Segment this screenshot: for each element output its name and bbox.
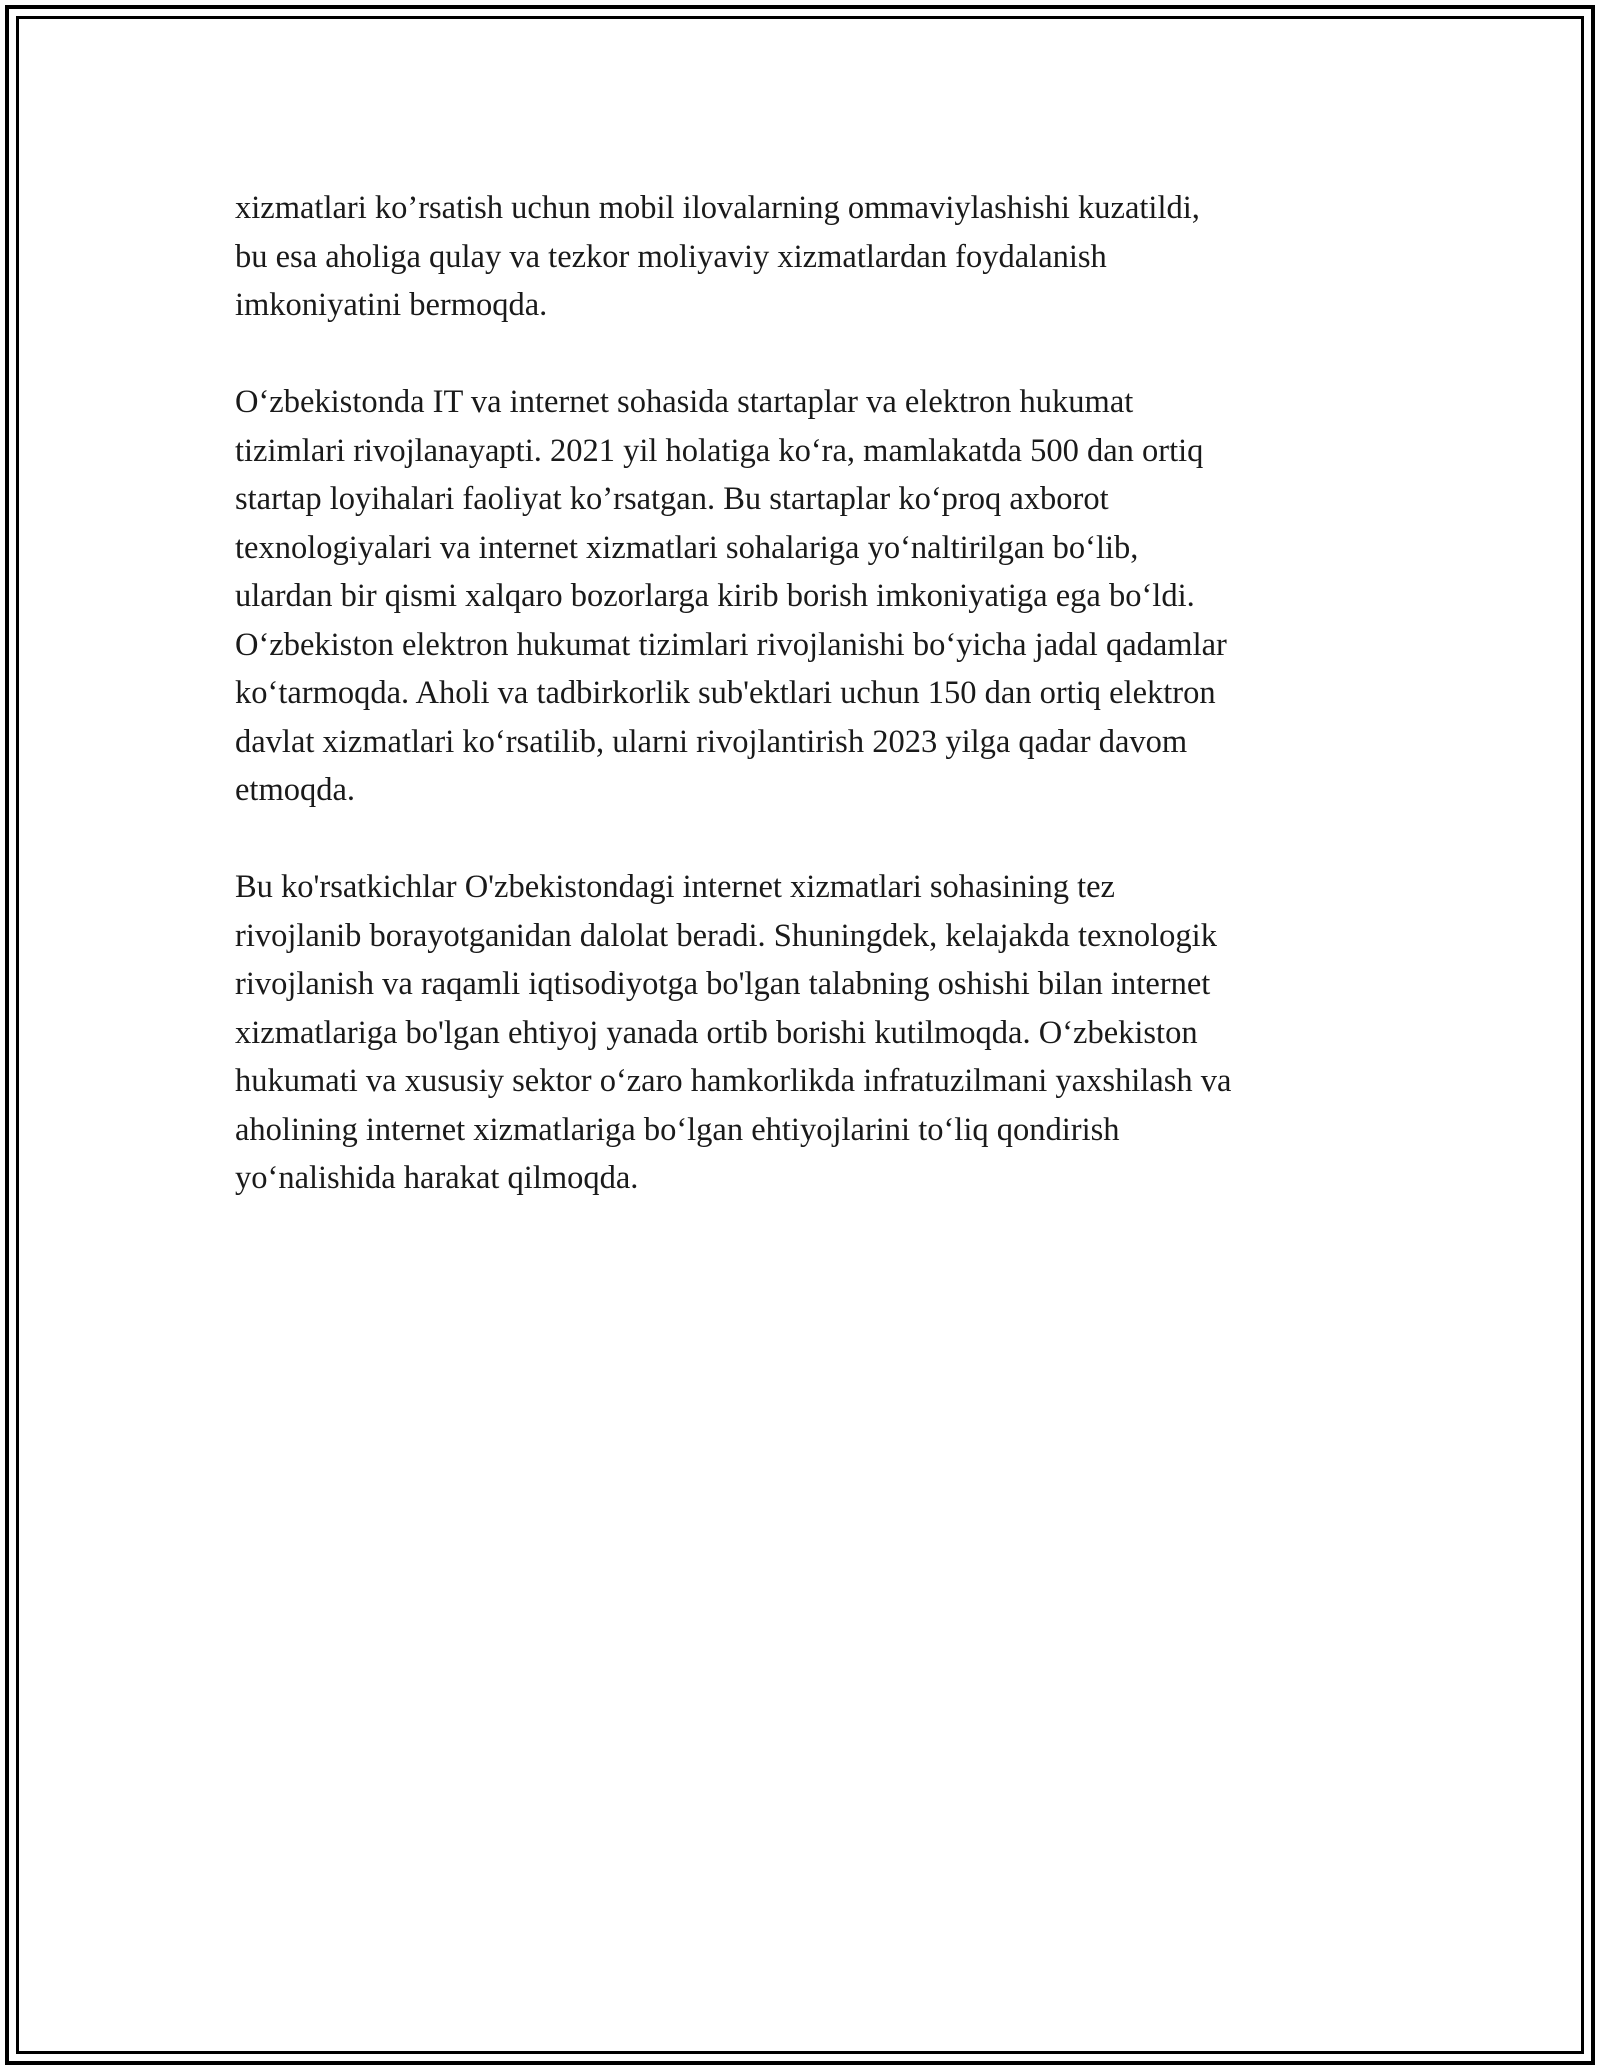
document-body <box>235 184 1385 1251</box>
paragraph-conclusion: Bu ko'rsatkichlar O'zbekistondagi internet xizmatlari sohasining tez rivojlanib borayotganidan dalolat beradi. Shuningdek, kelajakda texnologik rivojlanish va raqamli iqtisodiyotga bo'lgan talabning oshishi bilan internet xizmatlariga bo'lgan ehtiyoj yanada ortib borishi kutilmoqda. O‘zbekiston hukumati va xususiy sektor o‘zaro hamkorlikda infratuzilmani yaxshilash va aholining internet xizmatlariga bo‘lgan ehtiyojlarini to‘liq qondirish yo‘nalishida harakat qilmoqda. <box>235 869 1232 1196</box>
paragraph-mobile-apps: xizmatlari ko’rsatish uchun mobil ilovalarning ommaviylashishi kuzatildi, bu esa aholiga qulay va tezkor moliyaviy xizmatlardan foydalanish imkoniyatini bermoqda. <box>235 190 1200 323</box>
paragraph-startups-egov: O‘zbekistonda IT va internet sohasida startaplar va elektron hukumat tizimlari rivojlanayapti. 2021 yil holatiga ko‘ra, mamlakatda 500 dan ortiq startap loyihalari faoliyat ko’rsatgan. Bu startaplar ko‘proq axborot texnologiyalari va internet xizmatlari sohalariga yo‘naltirilgan bo‘lib, ulardan bir qismi xalqaro bozorlarga kirib borish imkoniyatiga ega bo‘ldi. O‘zbekiston elektron hukumat tizimlari rivojlanishi bo‘yicha jadal qadamlar ko‘tarmoqda. Aholi va tadbirkorlik sub'ektlari uchun 150 dan ortiq elektron davlat xizmatlari ko‘rsatilib, ularni rivojlantirish 2023 yilga qadar davom etmoqda. <box>235 384 1227 808</box>
